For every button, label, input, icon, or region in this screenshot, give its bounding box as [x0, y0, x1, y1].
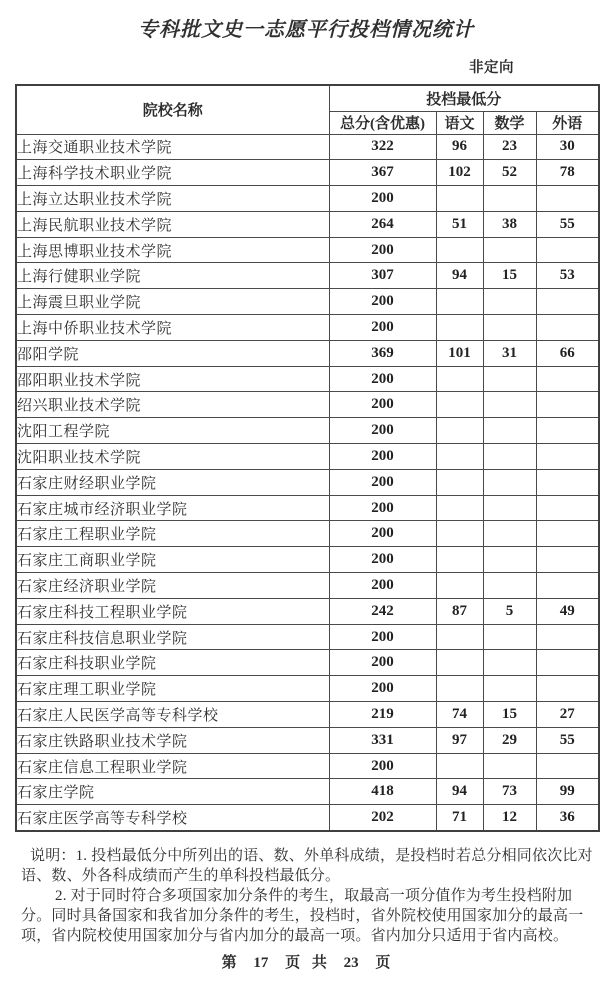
math-score-cell: 15	[483, 263, 536, 289]
total-score-cell: 200	[329, 573, 436, 599]
total-score-cell: 202	[329, 805, 436, 831]
total-score-cell: 200	[329, 547, 436, 573]
orientation-label: 非定向	[469, 60, 514, 76]
math-score-cell: 23	[483, 134, 536, 160]
foreign-score-cell	[536, 444, 599, 470]
school-name-cell: 石家庄铁路职业技术学院	[16, 727, 329, 753]
school-name-cell: 石家庄工商职业学院	[16, 547, 329, 573]
notes	[21, 846, 599, 946]
math-score-cell	[483, 624, 536, 650]
note-line: 分。同时具备国家和我省加分条件的考生，投档时，省外院校使用国家加分的最高一	[21, 908, 584, 924]
table-row	[16, 521, 599, 547]
table-row	[16, 495, 599, 521]
foreign-score-cell: 53	[536, 263, 599, 289]
school-name-cell: 上海科学技术职业学院	[16, 160, 329, 186]
chinese-score-cell	[436, 418, 483, 444]
chinese-score-cell: 102	[436, 160, 483, 186]
math-score-cell: 52	[483, 160, 536, 186]
table-row	[16, 211, 599, 237]
table-row	[16, 444, 599, 470]
school-name-cell: 石家庄学院	[16, 779, 329, 805]
school-name-cell: 石家庄理工职业学院	[16, 676, 329, 702]
math-score-cell	[483, 444, 536, 470]
school-name-cell: 石家庄信息工程职业学院	[16, 753, 329, 779]
foreign-score-cell	[536, 315, 599, 341]
total-score-header: 总分(含优惠)	[329, 111, 436, 134]
school-name-cell: 上海民航职业技术学院	[16, 211, 329, 237]
math-score-cell	[483, 392, 536, 418]
foreign-score-cell	[536, 392, 599, 418]
total-score-cell: 264	[329, 211, 436, 237]
foreign-score-cell: 55	[536, 727, 599, 753]
math-score-cell	[483, 315, 536, 341]
table-row	[16, 340, 599, 366]
foreign-score-cell	[536, 237, 599, 263]
foreign-score-cell	[536, 573, 599, 599]
math-score-cell	[483, 753, 536, 779]
math-score-cell: 29	[483, 727, 536, 753]
foreign-score-cell	[536, 186, 599, 212]
total-score-cell: 200	[329, 521, 436, 547]
chinese-score-cell	[436, 237, 483, 263]
note-line: 项，省内院校使用国家加分与省内加分的最高一项。省内加分只适用于省内高校。	[21, 928, 569, 944]
table-row	[16, 469, 599, 495]
total-score-cell: 200	[329, 650, 436, 676]
chinese-score-cell: 94	[436, 779, 483, 805]
chinese-score-cell	[436, 366, 483, 392]
math-score-cell	[483, 469, 536, 495]
school-name-cell: 石家庄财经职业学院	[16, 469, 329, 495]
chinese-score-cell: 97	[436, 727, 483, 753]
math-score-cell: 15	[483, 702, 536, 728]
foreign-score-cell	[536, 624, 599, 650]
chinese-score-cell: 51	[436, 211, 483, 237]
math-score-cell	[483, 573, 536, 599]
math-score-cell: 12	[483, 805, 536, 831]
chinese-score-cell	[436, 495, 483, 521]
school-name-cell: 上海立达职业技术学院	[16, 186, 329, 212]
school-name-cell: 上海震旦职业学院	[16, 289, 329, 315]
math-score-cell: 73	[483, 779, 536, 805]
min-score-group-header: 投档最低分	[329, 85, 599, 111]
chinese-score-cell	[436, 753, 483, 779]
math-score-cell	[483, 186, 536, 212]
foreign-score-cell: 27	[536, 702, 599, 728]
total-score-cell: 369	[329, 340, 436, 366]
total-score-cell: 367	[329, 160, 436, 186]
foreign-score-cell: 66	[536, 340, 599, 366]
foreign-score-cell	[536, 418, 599, 444]
chinese-score-cell	[436, 624, 483, 650]
table-row	[16, 289, 599, 315]
chinese-score-cell: 101	[436, 340, 483, 366]
table-row	[16, 727, 599, 753]
note-line: 语、数、外各科成绩而产生的单科投档最低分。	[21, 868, 341, 884]
table-row	[16, 676, 599, 702]
foreign-score-header: 外语	[536, 111, 599, 134]
total-score-cell: 200	[329, 237, 436, 263]
math-score-cell	[483, 237, 536, 263]
total-score-cell: 200	[329, 444, 436, 470]
school-name-cell: 石家庄医学高等专科学校	[16, 805, 329, 831]
school-name-cell: 沈阳工程学院	[16, 418, 329, 444]
foreign-score-cell	[536, 495, 599, 521]
math-score-cell	[483, 366, 536, 392]
math-score-cell	[483, 650, 536, 676]
total-score-cell: 200	[329, 753, 436, 779]
school-name-cell: 石家庄人民医学高等专科学校	[16, 702, 329, 728]
foreign-score-cell	[536, 366, 599, 392]
foreign-score-cell	[536, 469, 599, 495]
chinese-score-cell	[436, 315, 483, 341]
table-row	[16, 702, 599, 728]
table-row	[16, 315, 599, 341]
math-score-cell	[483, 495, 536, 521]
table-row	[16, 547, 599, 573]
foreign-score-cell	[536, 521, 599, 547]
chinese-score-cell	[436, 676, 483, 702]
chinese-score-cell: 71	[436, 805, 483, 831]
table-row	[16, 805, 599, 831]
score-table	[15, 84, 600, 832]
math-score-cell: 31	[483, 340, 536, 366]
footer-page-number: 17	[253, 955, 269, 971]
score-table-body	[16, 134, 599, 831]
table-row	[16, 160, 599, 186]
chinese-score-cell	[436, 392, 483, 418]
school-name-cell: 沈阳职业技术学院	[16, 444, 329, 470]
foreign-score-cell	[536, 676, 599, 702]
math-score-cell: 5	[483, 598, 536, 624]
chinese-score-cell: 96	[436, 134, 483, 160]
footer-label-di: 第	[221, 955, 237, 971]
school-name-cell: 上海行健职业学院	[16, 263, 329, 289]
chinese-score-cell	[436, 650, 483, 676]
foreign-score-cell: 55	[536, 211, 599, 237]
math-score-header: 数学	[483, 111, 536, 134]
math-score-cell	[483, 676, 536, 702]
chinese-score-cell	[436, 469, 483, 495]
table-row	[16, 573, 599, 599]
chinese-score-cell	[436, 547, 483, 573]
math-score-cell	[483, 289, 536, 315]
header-group-row	[16, 85, 599, 111]
table-row	[16, 263, 599, 289]
foreign-score-cell: 36	[536, 805, 599, 831]
total-score-cell: 200	[329, 366, 436, 392]
total-score-cell: 200	[329, 676, 436, 702]
total-score-cell: 322	[329, 134, 436, 160]
table-row	[16, 237, 599, 263]
foreign-score-cell	[536, 547, 599, 573]
total-score-cell: 307	[329, 263, 436, 289]
school-name-cell: 上海交通职业技术学院	[16, 134, 329, 160]
foreign-score-cell	[536, 650, 599, 676]
total-score-cell: 200	[329, 469, 436, 495]
total-score-cell: 200	[329, 418, 436, 444]
table-row	[16, 134, 599, 160]
table-row	[16, 779, 599, 805]
chinese-score-cell: 94	[436, 263, 483, 289]
total-score-cell: 331	[329, 727, 436, 753]
chinese-score-cell	[436, 444, 483, 470]
note-line: 说明：1. 投档最低分中所列出的语、数、外单科成绩，是投档时若总分相同依次比对	[30, 848, 593, 864]
chinese-score-cell	[436, 289, 483, 315]
total-score-cell: 200	[329, 392, 436, 418]
total-score-cell: 219	[329, 702, 436, 728]
table-row	[16, 753, 599, 779]
math-score-cell	[483, 418, 536, 444]
foreign-score-cell: 99	[536, 779, 599, 805]
foreign-score-cell	[536, 753, 599, 779]
table-row	[16, 418, 599, 444]
school-name-cell: 石家庄科技信息职业学院	[16, 624, 329, 650]
chinese-score-cell	[436, 186, 483, 212]
total-score-cell: 200	[329, 624, 436, 650]
school-name-cell: 邵阳学院	[16, 340, 329, 366]
foreign-score-cell: 30	[536, 134, 599, 160]
school-name-cell: 石家庄工程职业学院	[16, 521, 329, 547]
foreign-score-cell	[536, 289, 599, 315]
school-name-cell: 石家庄城市经济职业学院	[16, 495, 329, 521]
total-score-cell: 242	[329, 598, 436, 624]
chinese-score-header: 语文	[436, 111, 483, 134]
math-score-cell: 38	[483, 211, 536, 237]
foreign-score-cell: 78	[536, 160, 599, 186]
total-score-cell: 200	[329, 315, 436, 341]
math-score-cell	[483, 521, 536, 547]
page-footer	[0, 951, 612, 972]
note-line: 2. 对于同时符合多项国家加分条件的考生，取最高一项分值作为考生投档附加	[55, 888, 573, 904]
math-score-cell	[483, 547, 536, 573]
chinese-score-cell: 87	[436, 598, 483, 624]
page-title: 专科批文史一志愿平行投档情况统计	[138, 19, 474, 41]
college-name-header: 院校名称	[16, 85, 329, 134]
footer-total-pages: 23	[343, 955, 359, 971]
total-score-cell: 200	[329, 186, 436, 212]
total-score-cell: 200	[329, 495, 436, 521]
total-score-cell: 418	[329, 779, 436, 805]
school-name-cell: 石家庄经济职业学院	[16, 573, 329, 599]
table-row	[16, 366, 599, 392]
footer-label-ye2: 页	[375, 955, 391, 971]
table-row	[16, 650, 599, 676]
footer-label-gong: 共	[311, 955, 327, 971]
chinese-score-cell: 74	[436, 702, 483, 728]
footer-label-ye: 页	[285, 955, 301, 971]
chinese-score-cell	[436, 521, 483, 547]
table-row	[16, 392, 599, 418]
school-name-cell: 上海思博职业技术学院	[16, 237, 329, 263]
total-score-cell: 200	[329, 289, 436, 315]
chinese-score-cell	[436, 573, 483, 599]
foreign-score-cell: 49	[536, 598, 599, 624]
school-name-cell: 绍兴职业技术学院	[16, 392, 329, 418]
table-row	[16, 186, 599, 212]
school-name-cell: 石家庄科技工程职业学院	[16, 598, 329, 624]
table-row	[16, 624, 599, 650]
school-name-cell: 上海中侨职业技术学院	[16, 315, 329, 341]
school-name-cell: 石家庄科技职业学院	[16, 650, 329, 676]
school-name-cell: 邵阳职业技术学院	[16, 366, 329, 392]
table-row	[16, 598, 599, 624]
